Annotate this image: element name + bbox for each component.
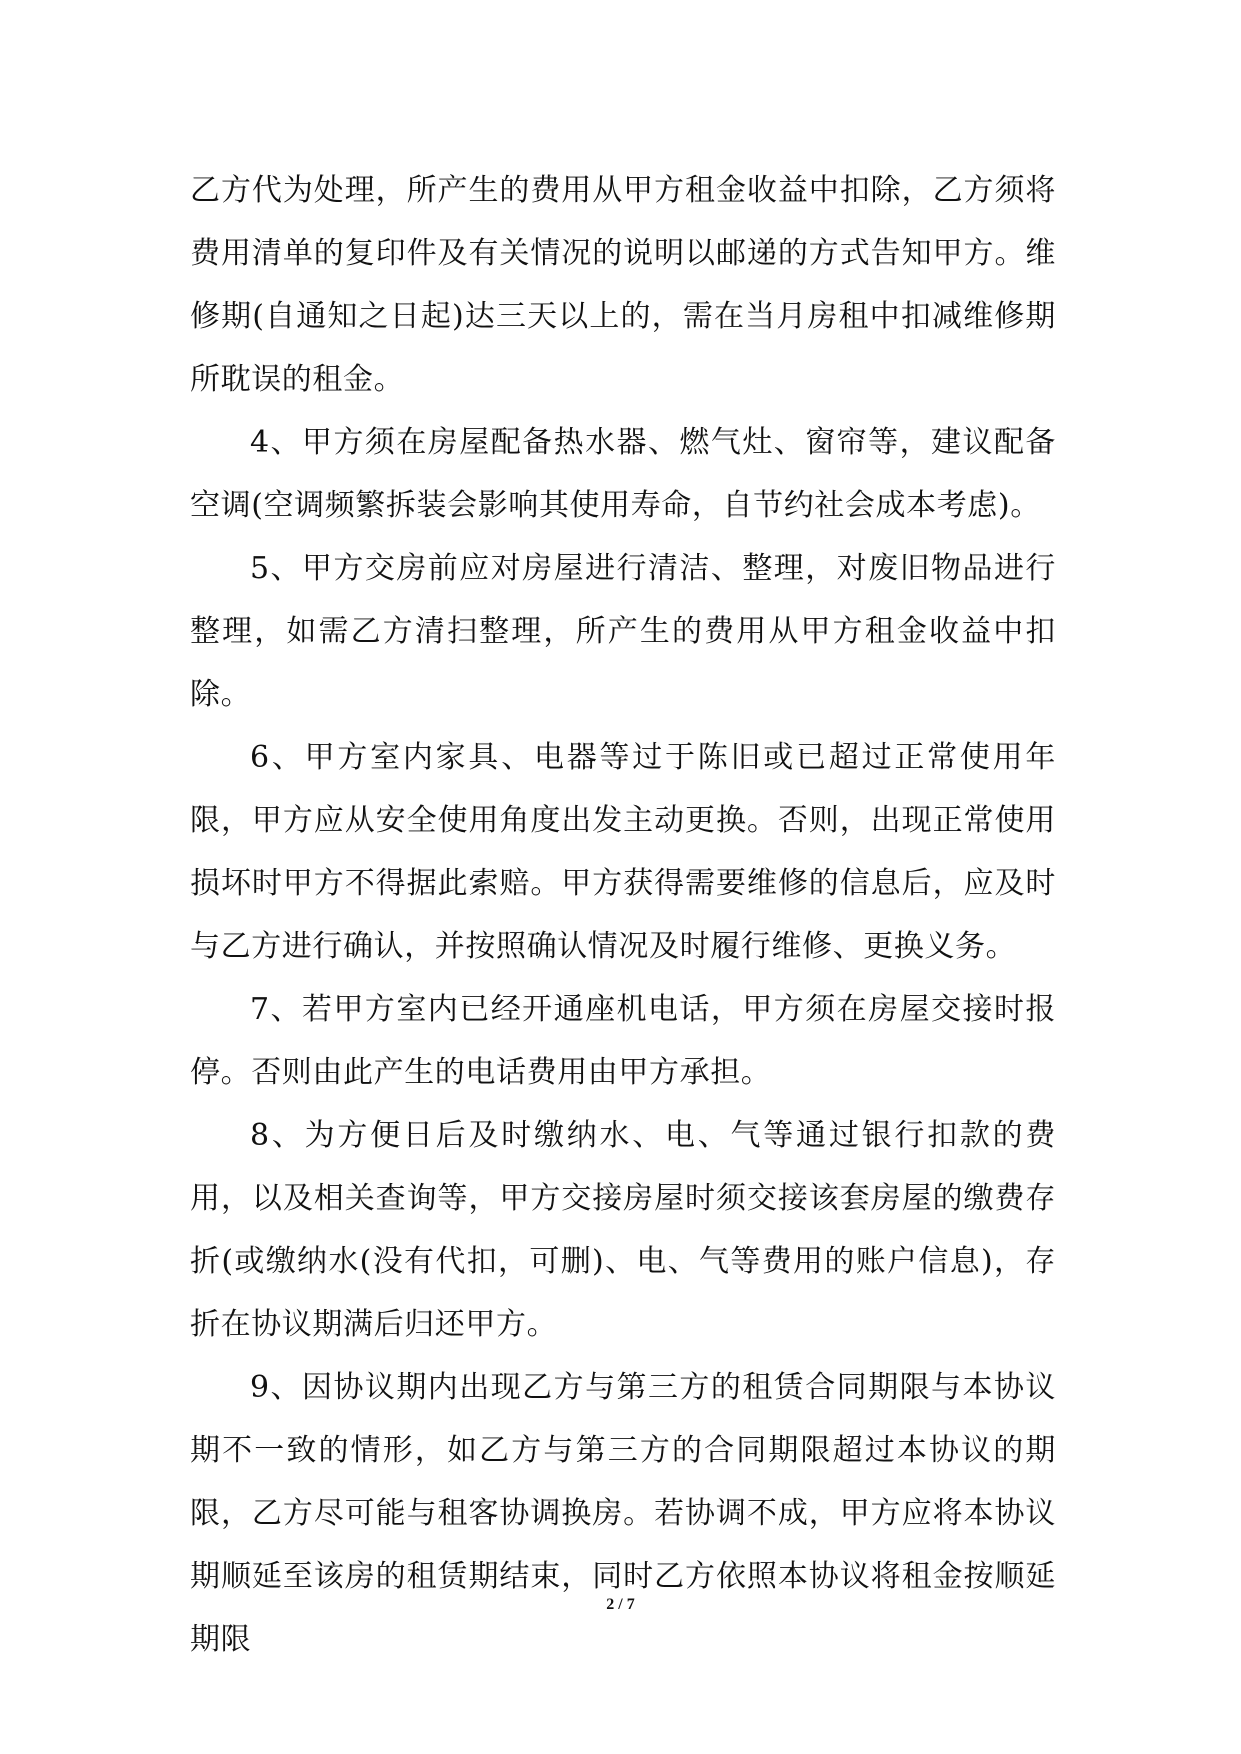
paragraph-item-4: 4、甲方须在房屋配备热水器、燃气灶、窗帘等，建议配备空调(空调频繁拆装会影响其使用寿命，自节约社会成本考虑)。 xyxy=(190,425,1056,523)
page-number: 2 / 7 xyxy=(606,1596,635,1613)
paragraph-item-7: 7、若甲方室内已经开通座机电话，甲方须在房屋交接时报停。否则由此产生的电话费用由甲方承担。 xyxy=(190,992,1056,1090)
paragraph-continuation: 乙方代为处理，所产生的费用从甲方租金收益中扣除，乙方须将费用清单的复印件及有关情况的说明以邮递的方式告知甲方。维修期(自通知之日起)达三天以上的，需在当月房租中扣减维修期所耽误的租金。 xyxy=(190,173,1056,397)
paragraph-item-6: 6、甲方室内家具、电器等过于陈旧或已超过正常使用年限，甲方应从安全使用角度出发主动更换。否则，出现正常使用损坏时甲方不得据此索赔。甲方获得需要维修的信息后，应及时与乙方进行确认，并按照确认情况及时履行维修、更换义务。 xyxy=(190,740,1056,964)
paragraph-item-9: 9、因协议期内出现乙方与第三方的租赁合同期限与本协议期不一致的情形，如乙方与第三方的合同期限超过本协议的期限，乙方尽可能与租客协调换房。若协调不成，甲方应将本协议期顺延至该房的租赁期结束，同时乙方依照本协议将租金按顺延期限 xyxy=(190,1370,1056,1657)
paragraph-item-8: 8、为方便日后及时缴纳水、电、气等通过银行扣款的费用，以及相关查询等，甲方交接房屋时须交接该套房屋的缴费存折(或缴纳水(没有代扣，可删)、电、气等费用的账户信息)，存折在协议期满后归还甲方。 xyxy=(190,1118,1056,1342)
paragraph-item-5: 5、甲方交房前应对房屋进行清洁、整理，对废旧物品进行整理，如需乙方清扫整理，所产生的费用从甲方租金收益中扣除。 xyxy=(190,551,1056,712)
document-body xyxy=(190,159,1056,1671)
